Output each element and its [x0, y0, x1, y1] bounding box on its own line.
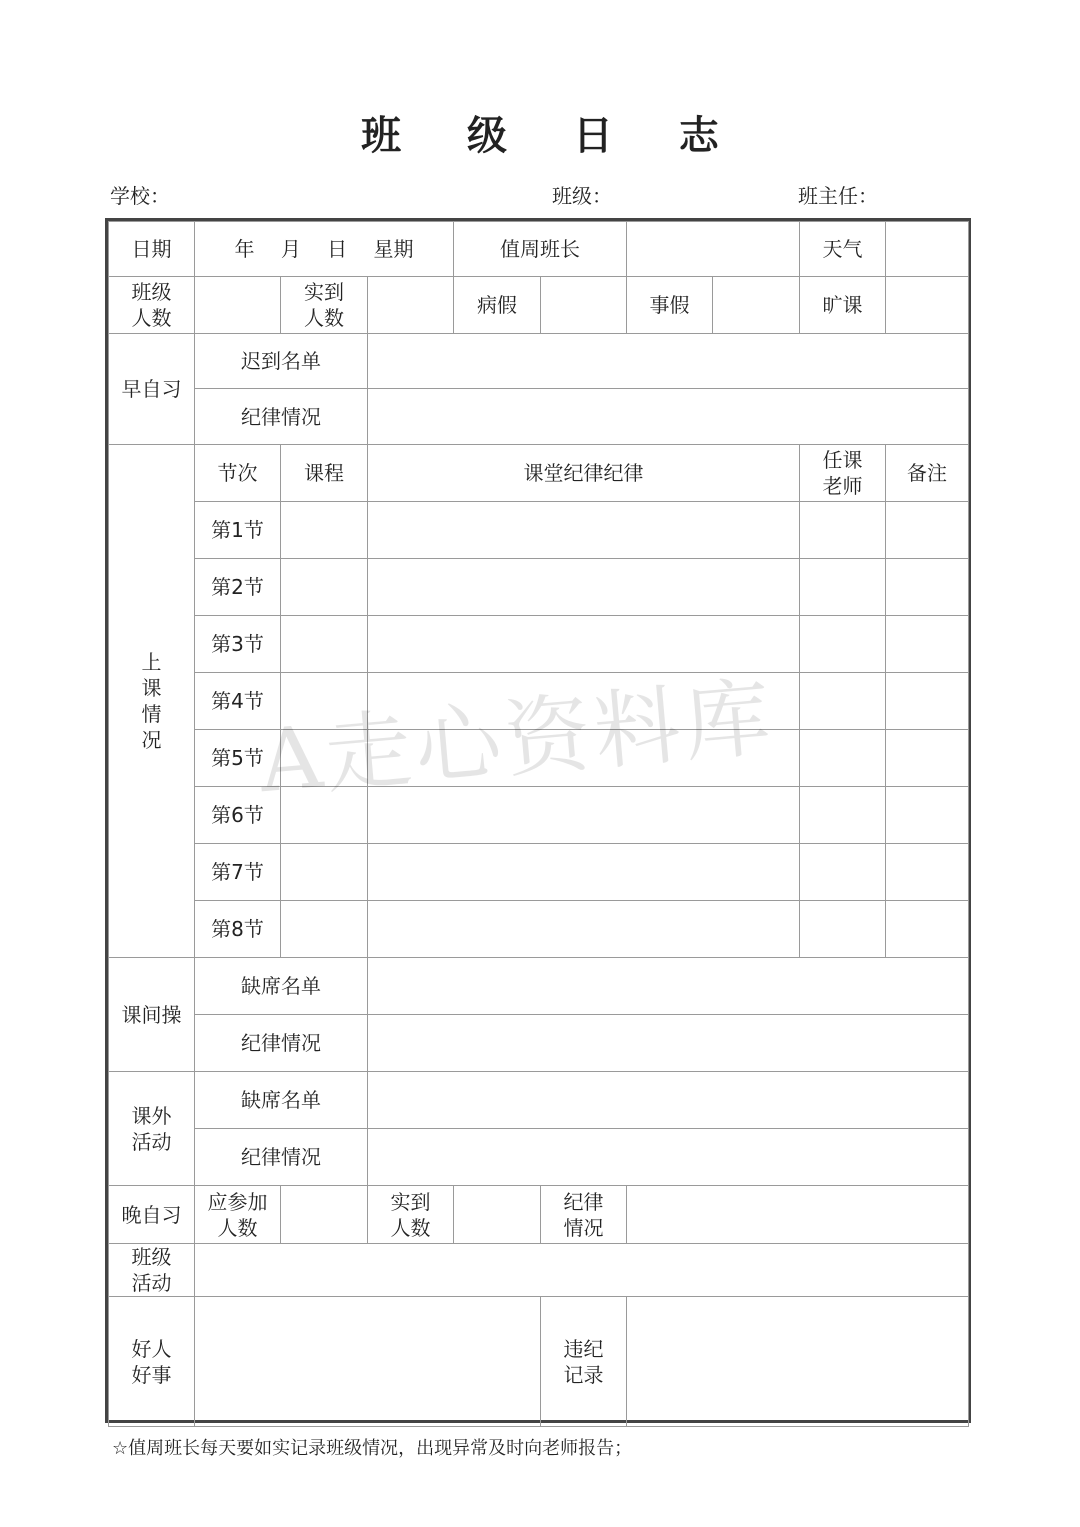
- discipline-field[interactable]: [368, 502, 800, 559]
- note-field[interactable]: [886, 616, 969, 673]
- truancy-field[interactable]: [886, 277, 969, 334]
- outdoor-label: 课外 活动: [109, 1072, 195, 1186]
- evening-discipline-field[interactable]: [627, 1186, 969, 1244]
- sick-leave-field[interactable]: [541, 277, 627, 334]
- outdoor-absent-field[interactable]: [368, 1072, 969, 1129]
- violation-label: 违纪 记录: [541, 1297, 627, 1427]
- page-title: 班 级 日 志: [361, 113, 745, 159]
- discipline-field[interactable]: [368, 787, 800, 844]
- discipline-field[interactable]: [368, 559, 800, 616]
- outdoor-discipline-row: [109, 1129, 969, 1186]
- duty-monitor-field[interactable]: [627, 222, 800, 277]
- exercise-absent-field[interactable]: [368, 958, 969, 1015]
- evening-study-label: 晚自习: [109, 1186, 195, 1244]
- course-field[interactable]: [281, 901, 368, 958]
- period-label: 第1节: [195, 502, 281, 559]
- lesson-row: [109, 844, 969, 901]
- class-activity-field[interactable]: [195, 1244, 969, 1297]
- course-field[interactable]: [281, 616, 368, 673]
- morning-discipline-field[interactable]: [368, 389, 969, 445]
- discipline-field[interactable]: [368, 901, 800, 958]
- class-size-label: 班级 人数: [109, 277, 195, 334]
- discipline-field[interactable]: [368, 844, 800, 901]
- note-field[interactable]: [886, 901, 969, 958]
- period-label: 第4节: [195, 673, 281, 730]
- evening-row: [109, 1186, 969, 1244]
- expected-count-label: 应参加 人数: [195, 1186, 281, 1244]
- exercise-discipline-label: 纪律情况: [195, 1015, 368, 1072]
- personal-leave-field[interactable]: [713, 277, 800, 334]
- footer-note: ☆值周班长每天要如实记录班级情况，出现异常及时向老师报告；: [112, 1438, 633, 1459]
- teacher-field[interactable]: [800, 730, 886, 787]
- exercise-absent-label: 缺席名单: [195, 958, 368, 1015]
- evening-present-label: 实到 人数: [368, 1186, 454, 1244]
- attendance-row: [109, 277, 969, 334]
- head-teacher-label: 班主任：: [798, 184, 878, 208]
- outdoor-absent-row: [109, 1072, 969, 1129]
- class-size-field[interactable]: [195, 277, 281, 334]
- class-log-table: [108, 221, 969, 1427]
- note-field[interactable]: [886, 844, 969, 901]
- expected-count-field[interactable]: [281, 1186, 368, 1244]
- morning-late-row: [109, 334, 969, 389]
- morning-discipline-label: 纪律情况: [195, 389, 368, 445]
- exercise-absent-row: [109, 958, 969, 1015]
- note-field[interactable]: [886, 559, 969, 616]
- lesson-row: [109, 901, 969, 958]
- period-label: 第2节: [195, 559, 281, 616]
- present-label: 实到 人数: [281, 277, 368, 334]
- teacher-field[interactable]: [800, 673, 886, 730]
- course-field[interactable]: [281, 787, 368, 844]
- truancy-label: 旷课: [800, 277, 886, 334]
- exercise-discipline-row: [109, 1015, 969, 1072]
- outdoor-discipline-field[interactable]: [368, 1129, 969, 1186]
- outdoor-absent-label: 缺席名单: [195, 1072, 368, 1129]
- course-field[interactable]: [281, 730, 368, 787]
- teacher-field[interactable]: [800, 559, 886, 616]
- sick-leave-label: 病假: [454, 277, 541, 334]
- lessons-label: 上 课 情 况: [109, 445, 195, 958]
- lesson-row: [109, 616, 969, 673]
- duty-monitor-label: 值周班长: [454, 222, 627, 277]
- teacher-field[interactable]: [800, 787, 886, 844]
- period-label: 第6节: [195, 787, 281, 844]
- school-label: 学校：: [110, 184, 170, 208]
- course-header: 课程: [281, 445, 368, 502]
- lesson-row: [109, 559, 969, 616]
- exercise-label: 课间操: [109, 958, 195, 1072]
- class-log-form: [105, 218, 971, 1423]
- lesson-row: [109, 787, 969, 844]
- period-label: 第3节: [195, 616, 281, 673]
- date-row: [109, 222, 969, 277]
- course-field[interactable]: [281, 502, 368, 559]
- good-deeds-row: [109, 1297, 969, 1427]
- class-activity-row: [109, 1244, 969, 1297]
- note-field[interactable]: [886, 673, 969, 730]
- late-list-label: 迟到名单: [195, 334, 368, 389]
- watermark: A走心资料库: [255, 667, 779, 813]
- present-field[interactable]: [368, 277, 454, 334]
- evening-present-field[interactable]: [454, 1186, 541, 1244]
- lesson-row: [109, 502, 969, 559]
- teacher-field[interactable]: [800, 901, 886, 958]
- note-header: 备注: [886, 445, 969, 502]
- good-deeds-label: 好人 好事: [109, 1297, 195, 1427]
- period-label: 第8节: [195, 901, 281, 958]
- discipline-field[interactable]: [368, 616, 800, 673]
- outdoor-discipline-label: 纪律情况: [195, 1129, 368, 1186]
- discipline-header: 课堂纪律纪律: [368, 445, 800, 502]
- teacher-field[interactable]: [800, 844, 886, 901]
- good-deeds-field[interactable]: [195, 1297, 541, 1427]
- date-label: 日期: [109, 222, 195, 277]
- period-label: 第7节: [195, 844, 281, 901]
- violation-field[interactable]: [627, 1297, 969, 1427]
- teacher-field[interactable]: [800, 616, 886, 673]
- lesson-row: [109, 673, 969, 730]
- lesson-row: [109, 730, 969, 787]
- class-label: 班级：: [552, 184, 612, 208]
- note-field[interactable]: [886, 502, 969, 559]
- lesson-header-row: [109, 445, 969, 502]
- personal-leave-label: 事假: [627, 277, 713, 334]
- morning-discipline-row: [109, 389, 969, 445]
- discipline-field[interactable]: [368, 673, 800, 730]
- teacher-field[interactable]: [800, 502, 886, 559]
- course-field[interactable]: [281, 844, 368, 901]
- course-field[interactable]: [281, 673, 368, 730]
- note-field[interactable]: [886, 730, 969, 787]
- exercise-discipline-field[interactable]: [368, 1015, 969, 1072]
- class-activity-label: 班级 活动: [109, 1244, 195, 1297]
- note-field[interactable]: [886, 787, 969, 844]
- course-field[interactable]: [281, 559, 368, 616]
- period-header: 节次: [195, 445, 281, 502]
- morning-study-label: 早自习: [109, 334, 195, 445]
- date-value[interactable]: 年 月 日 星期: [195, 222, 454, 277]
- discipline-field[interactable]: [368, 730, 800, 787]
- weather-field[interactable]: [886, 222, 969, 277]
- evening-discipline-label: 纪律 情况: [541, 1186, 627, 1244]
- late-list-field[interactable]: [368, 334, 969, 389]
- weather-label: 天气: [800, 222, 886, 277]
- period-label: 第5节: [195, 730, 281, 787]
- teacher-header: 任课 老师: [800, 445, 886, 502]
